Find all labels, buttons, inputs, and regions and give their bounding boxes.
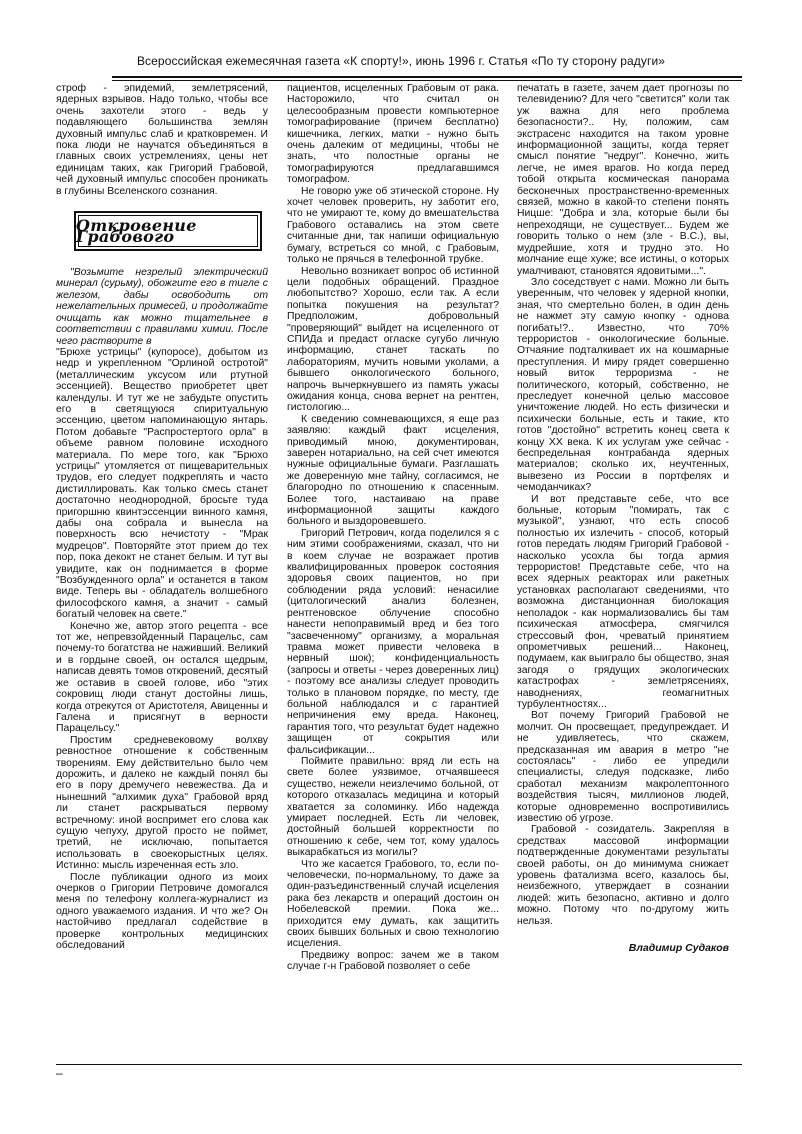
article-title: Откровение Грабового [76, 215, 197, 247]
column-3 [517, 83, 729, 954]
paragraph: Невольно возникает вопрос об истинной цели подобных обращений. Праздное любопытство? Хорошо, если так. А если попытка покушения на результат? Предположим, добровольный "проверяющий" выйдет на исцеленного от СПИДа и предаст огласке сугубо личную информацию, станет таскать по лабораториям, мучить новыми уколами, а бывшего онкологического больного, напрочь вычеркнувшего из память ужасы ожидания конца, снова вернет на рентген, гистологию... [287, 265, 499, 414]
quote-paragraph: "Возьмите незрелый электрический минерал (сурьму), обожгите его в тигле с железом, дабы освободить от нежелательных примесей, и продолжайте очищать как можно тщательнее в соответствии с правилами химии. После чего растворите в [56, 267, 268, 347]
column-2 [287, 83, 499, 973]
paragraph: печатать в газете, зачем дает прогнозы по телевидению? Для чего "светится" коли так уж важна для него проблема безопасности?.. Ну, положим, сам экстрасенс находится на таком уровне информационной защиты, когда теряет смысл понятие "недруг". Конечно, жить легче, не имея врагов. Но когда перед тобой открыта космическая панорама бесконечных пространственно-временных связей, можно в какой-то степени понять Ницше: "Добра и зла, которые были бы непреходящи, не существует... Будем же говорить только о нем (зле - В.С.), вы, мудрейшие, хотя и трудно это. Но молчание еще хуже; все истины, о которых умалчивают, становятся ядовитыми...". [517, 83, 729, 277]
paragraph: Предвижу вопрос: зачем же в таком случае г-н Грабовой позволяет о себе [287, 949, 499, 973]
paragraph: Грабовой - созидатель. Закрепляя в средствах массовой информации подтвержденные документами результаты своей работы, он до минимума снижает уровень фатализма всего, казалось бы, неизбежного, утверждает в сознании людей: жить безопасно, активно и долго можно. Потому что по-другому жить нельзя. [517, 824, 729, 927]
header-rule [112, 76, 742, 78]
page-header: Всероссийская ежемесячная газета «К спорту!», июнь 1996 г. Статья «По ту сторону радуги» [136, 54, 666, 68]
article-title-box [74, 211, 262, 251]
paragraph: Что же касается Грабового, то, если по-человечески, по-нормальному, то даже за один-разъединственный случай исцеления рака без лекарств и операций достоин он Нобелевской премии. Пока же... приходится ему думать, как защитить своих бывших больных и свою технологию исцеления. [287, 858, 499, 950]
header-rule-thin [112, 80, 742, 81]
paragraph: Поймите правильно: вряд ли есть на свете более уязвимое, отчаявшееся существо, нежели неизлечимо больной, от которого отказалась медицина и который хватается за соломинку. Ибо надежда умирает последней. Есть ли человек, достойный большей корректности по отношению к себе, чем тот, кому удалось выкарабкаться из могилы? [287, 755, 499, 859]
paragraph: строф - эпидемий, землетрясений, ядерных взрывов. Надо только, чтобы все очень захотели этого - ведь у подавляющего большинства землян духовный импульс слаб и кратковремен. И пока люди не научатся объединяться в главных своих устремлениях, цены нет единицам таких, как Григорий Грабовой, чей духовный импульс способен проникать в глубины Вселенского сознания. [56, 83, 268, 197]
column-1 [56, 83, 268, 951]
paragraph: "Брюхе устрицы" (купоросе), добытом из недр и укрепленном "Орлиной остротой" (металлическим уксусом или ртутной эссенцией). Вещество приобретет цвет календулы. И тут же не забудьте опустить его в светящуюся спиритуальную эссенцию, цветом напоминающую янтарь. Потом добавьте "Распростертого орла" в объеме равном половине исходного материала. По мере того, как "Брюхо устрицы" утомляется от пищеварительных трудов, его следует подкреплять и часто дистиллировать. Как только смесь станет достаточно неоднородной, бросьте туда пригоршню квинтэссенции винного камня, дабы она собрала и вынесла на поверхность всю нечистоту - "Мрак мудрецов". Повторяйте этот прием до тех пор, пока декокт не станет белым. И тут вы увидите, как он поднимается в форме "Возбужденного орла" и останется в таком виде. Теперь вы - обладатель волшебного философского камня, а значит - самый богатый человек на свете." [56, 346, 268, 621]
paragraph: К сведению сомневающихся, я еще раз заявляю: каждый факт исцеления, приводимый мною, документирован, заверен нотариально, на сей счет имеются нужные официальные бумаги. Разглашать же доверенную мне тайну, согласимся, не благородно по отношению к спасенным. Более того, настаиваю на праве информационной защиты каждого больного и выздоровевшего. [287, 413, 499, 528]
paragraph: Григорий Петрович, когда поделился я с ним этими соображениями, сказал, что ни в коем случае не возражает против квалифицированных проверок состояния здоровья своих пациентов, но при соблюдении ряда условий: ненасилие (цитологический анализ болезнен, рентгеновское облучение способно нанести непоправимый вред и без того "засвеченному" организму, а моральная травма может привести человека в нервный шок); конфиденциальность (запросы и ответы - через доверенных лиц) - поэтому все анализы следует проводить только в плановом порядке, по месту, где больной наблюдался и с гарантией непричинения ему вреда. Наконец, гарантия того, что результат будет надежно защищен от сокрытия или фальсификации... [287, 527, 499, 756]
paragraph: пациентов, исцеленных Грабовым от рака. Насторожило, что считал он целесообразным провести компьютерное томографирование (причем бесплатно) кишечника, легких, матки - нужно быть очень далеким от медицины, чтобы не знать, что полостные органы не томографируются предлагавшимся томографом. [287, 83, 499, 186]
paragraph: После публикации одного из моих очерков о Григории Петровиче домогался меня по телефону коллега-журналист из одного уважаемого издания. И что же? Он настойчиво предлагал содействие в проверке контрольных медицинских обследований [56, 871, 268, 952]
paragraph: Вот почему Григорий Грабовой не молчит. Он просвещает, предупреждает. И не удивляетесь, что скажем, предсказанная им авария в метро "не состоялась" - либо ее упредили специалисты, следуя подсказке, либо сработал механизм макролептонного воздействия тысяч, миллионов людей, которые одновременно воспротивились известию об угрозе. [517, 710, 729, 824]
paragraph: И вот представьте себе, что все больные, которым "помирать, так с музыкой", узнают, что есть способ полностью их излечить - способ, который готов передать людям Григорий Грабовой - насколько усохла бы тогда армия террористов! Представьте себе, что на всех ядерных реакторах или ракетных установках располагают сведениями, что возможна дистанционная биолокация неполадок - как нормализовались бы там психическая атмосфера, смягчился стрессовый фон, чреватый принятием опрометчивых решений... Наконец, подумаем, как выиграло бы общество, зная загодя о грядущих экологических катастрофах - землетрясениях, наводнениях, геомагнитных турбулентностях... [517, 493, 729, 710]
paragraph: Не говорю уже об этической стороне. Ну хочет человек проверить, ну заботит его, что не умирают те, кому до вмешательства Грабового оставались на этом свете считанные дни, так напиши официальную бумагу, встреться со мной, с Грабовым, только не прячься в телефонной трубке. [287, 185, 499, 266]
paragraph: Простим средневековому волхву ревностное отношение к собственным творениям. Ему действительно было чем дорожить, и далеко не каждый понял бы его в пору дремучего невежества. Да и нынешний "алхимик духа" Грабовой вряд ли станет раскрываться первому встречному: иной воспримет его слова как сущую чепуху, другой просто не поймет, третий, не исключаю, попытается использовать в своекорыстных целях. Истинно: мысль изреченная есть зло. [56, 734, 268, 872]
footer-mark: – [56, 1066, 63, 1080]
paragraph: Конечно же, автор этого рецепта - все тот же, непревзойденный Парацельс, сам почему-то богатства не наживший. Великий и в гордыне своей, он остался щедрым, написав девять томов откровений, десятый же оставив в своей голове, ибо "этих сокровищ люди станут достойны лишь, когда отрекутся от Аристотеля, Авиценны и Галена и присягнут в верности Парацельсу." [56, 620, 268, 735]
paragraph: Зло соседствует с нами. Можно ли быть уверенным, что человек у ядерной кнопки, зная, что смертельно болен, в один день не нажмет эту самую кнопку - однова погибать!?.. Известно, что 70% террористов - онкологические больные. Отчаяние подталкивает их на кошмарные преступления. И миру грядет совершенно новый виток терроризма - не политического, который, собственно, не преследует конечной целью массовое уничтожение людей. Но есть физически и психически больные, есть и такие, кто готов "достойно" встретить конец света к концу XX века. К их услугам уже сейчас - беспредельная контрабанда ядерных материалов; сколько их, неучтенных, вывезено из России в портфелях и чемоданчиках? [517, 276, 729, 494]
author-signature: Владимир Судаков [628, 942, 729, 955]
footer-rule [56, 1064, 742, 1065]
